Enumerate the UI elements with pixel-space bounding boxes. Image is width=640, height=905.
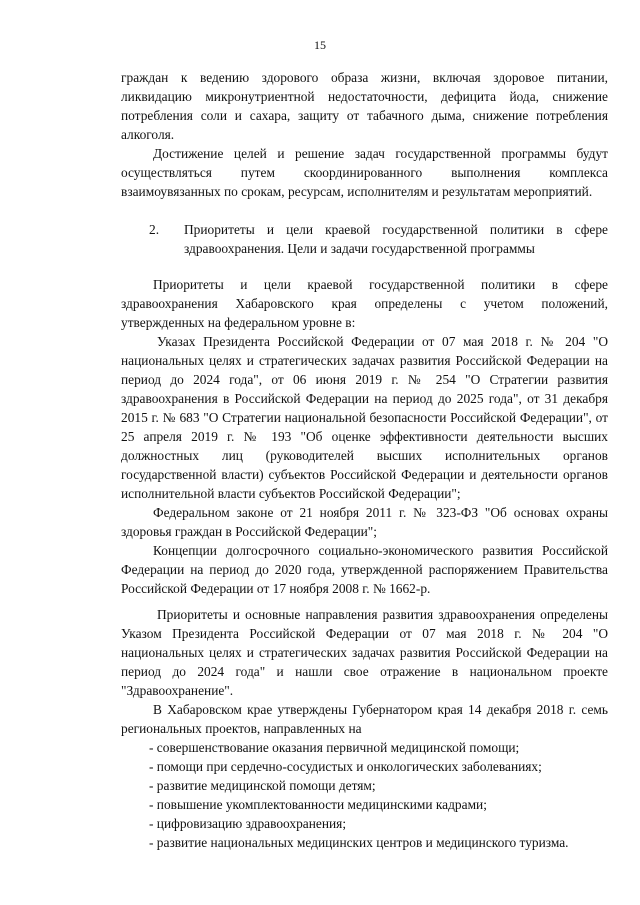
list-item: - развитие национальных медицинских центров и медицинского туризма. [149,835,569,850]
paragraph-directions: Приоритеты и основные направления развития здравоохранения определены Указом Президента Российской Федерации от 07 мая 2018 г. № 204 "О национальных целях и стратегических задачах развития Российской Федерации на период до 2024 года" и нашли свое отражение в национальном проекте "Здравоохранение". [121,607,608,698]
paragraph-healthy-lifestyle: граждан к ведению здорового образа жизни, включая здоровое питании, ликвидацию микронутриентной недостаточности, дефицита йода, снижение потребления соли и сахара, защиту от табачного дыма, снижение потребления алкоголя. [121,70,608,142]
paragraph-federal-law: Федеральном законе от 21 ноября 2011 г. № 323-ФЗ "Об основах охраны здоровья граждан в Российской Федерации"; [121,505,608,539]
list-item: - совершенствование оказания первичной медицинской помощи; [149,740,520,755]
page-number: 15 [314,38,326,52]
list-item: - цифровизацию здравоохранения; [149,816,347,831]
list-item: - повышение укомплектованности медицинскими кадрами; [149,797,487,812]
paragraph-regional-projects: В Хабаровском крае утверждены Губернатором края 14 декабря 2018 г. семь региональных проектов, направленных на [121,702,608,736]
section-heading [121,220,608,258]
list-item: - помощи при сердечно-сосудистых и онкологических заболеваниях; [149,759,542,774]
document-body [121,68,608,852]
paragraph-priorities: Приоритеты и цели краевой государственной политики в сфере здравоохранения Хабаровского края определены с учетом положений, утвержденных на федеральном уровне в: [121,277,608,330]
paragraph-concept: Концепции долгосрочного социально-экономического развития Российской Федерации на период до 2020 года, утвержденной распоряжением Правительства Российской Федерации от 17 ноября 2008 г. № 1662-р. [121,543,608,596]
list-item: - развитие медицинской помощи детям; [149,778,376,793]
paragraph-presidential-decrees: Указах Президента Российской Федерации от 07 мая 2018 г. № 204 "О национальных целях и стратегических задачах развития Российской Федерации на период до 2024 года", от 06 июня 2019 г. № 254 "О Стратегии развития здравоохранения в Российской Федерации на период до 2025 года", от 31 декабря 2015 г. № 683 "О Стратегии национальной безопасности Российской Федерации", от 25 апреля 2019 г. № 193 "Об оценке эффективности деятельности высших должностных лиц (руководителей высших исполнительных органов государственной власти) субъектов Российской Федерации и деятельности органов исполнительной власти субъектов Российской Федерации"; [121,334,608,501]
section-title: Приоритеты и цели краевой государственной политики в сфере здравоохранения. Цели и задачи государственной программы [184,222,608,256]
section-number: 2. [149,222,160,237]
paragraph-program-goals: Достижение целей и решение задач государственной программы будут осуществляться путем скоординированного выполнения комплекса взаимоувязанных по срокам, ресурсам, исполнителям и результатам мероприятий. [121,146,608,199]
regional-projects-list [121,738,608,852]
